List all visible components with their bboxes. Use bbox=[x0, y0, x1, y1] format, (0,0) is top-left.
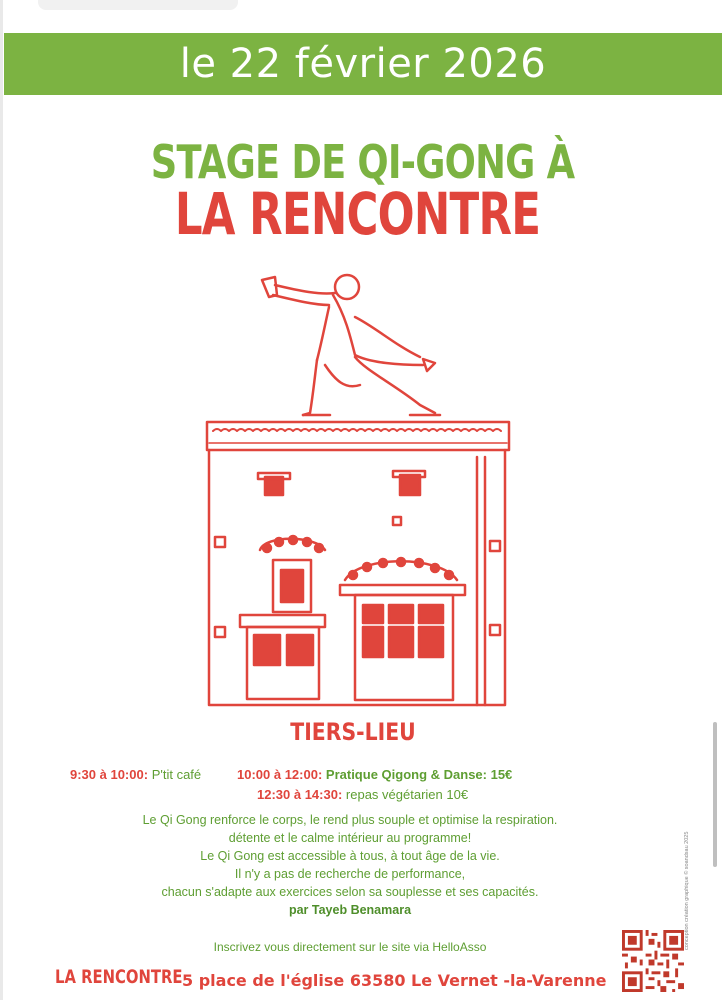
author: par Tayeb Benamara bbox=[288, 903, 412, 917]
venue-address: 5 place de l'église 63580 Le Vernet -la-Varenne bbox=[182, 971, 607, 990]
description-line: chacun s'adapte aux exercices selon sa souplesse et ses capacités. bbox=[161, 885, 539, 899]
qigong-building-illustration bbox=[195, 265, 525, 715]
date-banner bbox=[4, 33, 722, 95]
title-line-1: STAGE DE QI-GONG À bbox=[150, 135, 575, 189]
venue-name: LA RENCONTRE bbox=[55, 966, 183, 988]
schedule-activity: repas végétarien 10€ bbox=[345, 787, 469, 802]
schedule-item-3 bbox=[257, 787, 468, 802]
description bbox=[0, 811, 700, 919]
title-line-2: LA RENCONTRE bbox=[174, 180, 541, 248]
description-line: Le Qi Gong renforce le corps, le rend plus souple et optimise la respiration. bbox=[142, 813, 558, 827]
schedule-time: 9:30 à 10:00: bbox=[70, 767, 149, 782]
credit-note bbox=[680, 830, 696, 950]
browser-tab-stub bbox=[38, 0, 238, 10]
credit-text: conception création graphique © soandsau 2025 bbox=[684, 831, 690, 950]
schedule-item-1 bbox=[70, 767, 201, 782]
schedule-item-2 bbox=[237, 767, 512, 782]
qr-code-icon[interactable] bbox=[622, 930, 684, 992]
description-line: Le Qi Gong est accessible à tous, à tout âge de la vie. bbox=[200, 849, 500, 863]
description-line: Il n'y a pas de recherche de performance, bbox=[234, 867, 466, 881]
schedule-time: 12:30 à 14:30: bbox=[257, 787, 343, 802]
schedule-activity: P'tit café bbox=[151, 767, 202, 782]
description-line: détente et le calme intérieur au programme! bbox=[228, 831, 472, 845]
tiers-lieu-label: TIERS-LIEU bbox=[290, 718, 416, 746]
schedule-activity: Pratique Qigong & Danse: 15€ bbox=[325, 767, 513, 782]
scrollbar[interactable] bbox=[713, 722, 717, 867]
signup-note: Inscrivez vous directement sur le site via HelloAsso bbox=[213, 940, 487, 954]
schedule-time: 10:00 à 12:00: bbox=[237, 767, 323, 782]
qigong-figure-icon bbox=[262, 275, 440, 415]
event-date: le 22 février 2026 bbox=[179, 41, 547, 87]
